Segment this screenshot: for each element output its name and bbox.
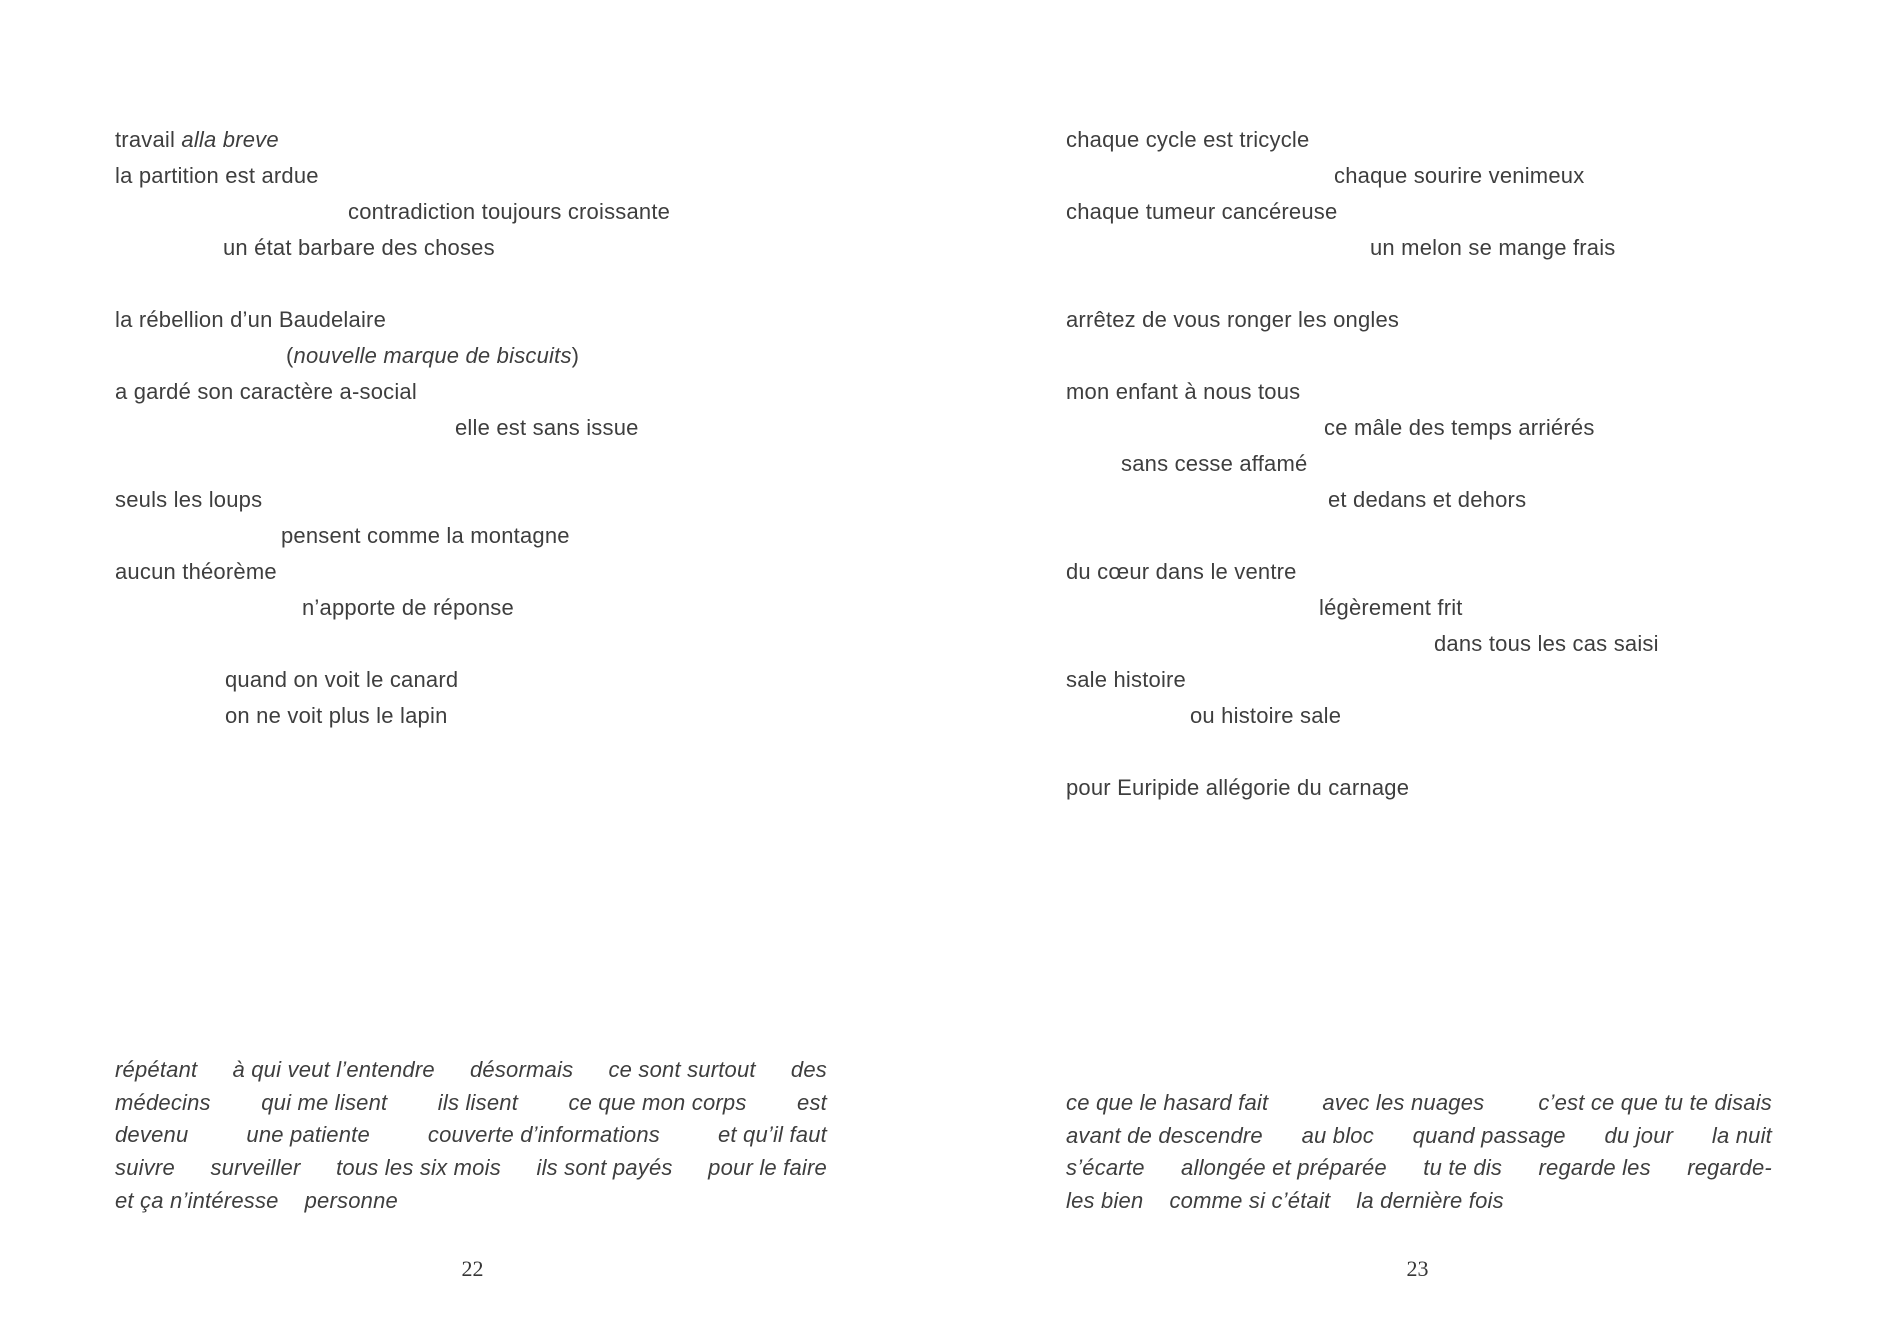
page-right [945,0,1890,1339]
prose-segment: qui me lisent [261,1089,388,1115]
prose-segment: les bien [1066,1188,1144,1214]
poem-line [223,230,670,266]
poem-text: on ne voit plus le lapin [225,703,448,728]
poem-line [115,158,670,194]
poem-text: travail [115,127,182,152]
poem-text: sans cesse affamé [1121,451,1308,476]
poem-text: a gardé son caractère a-social [115,379,417,404]
prose-segment: ce que le hasard fait [1066,1090,1269,1115]
poem-line [302,590,670,626]
poem-text: un melon se mange frais [1370,235,1616,260]
poem-text: la rébellion d’un Baudelaire [115,307,387,332]
prose-segment: devenu [115,1122,189,1148]
poem-text: légèrement frit [1319,595,1463,620]
prose-segment: tu te dis [1423,1155,1503,1181]
poem-blank-line [115,446,670,482]
poem-line [1066,194,1659,230]
poem-text: ) [571,343,580,368]
page-number-right: 23 [1406,1256,1429,1281]
poem-line [1370,230,1659,266]
prose-right [1066,1087,1772,1218]
poem-text: chaque sourire venimeux [1334,163,1585,188]
prose-segment: à qui veut l’entendre [232,1057,435,1082]
prose-segment: comme si c’était [1169,1188,1331,1214]
poem-line [1434,626,1659,662]
prose-segment: s’écarte [1066,1155,1145,1181]
prose-segment: ce sont surtout [608,1057,756,1082]
poem-blank-line [115,266,670,302]
prose-line [1066,1120,1772,1153]
prose-line [115,1119,827,1152]
poem-line [1066,374,1659,410]
poem-line [115,554,670,590]
poem-text: quand on voit le canard [225,667,459,692]
prose-segment: et ça n’intéresse [115,1187,279,1213]
poem-line [1190,698,1659,734]
prose-line [115,1054,827,1087]
prose-segment: et qu’il faut [717,1122,827,1148]
prose-segment: au bloc [1301,1122,1374,1148]
prose-segment: c’est ce que tu te disais [1538,1090,1772,1115]
poem-line [1066,122,1659,158]
poem-text: ou histoire sale [1190,703,1342,728]
poem-text: pour Euripide allégorie du carnage [1066,775,1410,800]
prose-segment: répétant [115,1057,198,1082]
prose-segment: personne [304,1187,398,1213]
prose-segment: quand passage [1412,1122,1566,1148]
prose-line [115,1185,827,1218]
poem-line [115,302,670,338]
poem-line [1319,590,1659,626]
poem-right [1066,122,1659,806]
poem-line [1066,554,1659,590]
poem-blank-line [1066,266,1659,302]
poem-text: un état barbare des choses [223,235,495,260]
poem-line [115,122,670,158]
poem-line [286,338,670,374]
prose-segment: avec les nuages [1322,1090,1485,1115]
poem-line [455,410,670,446]
prose-segment: regarde les [1538,1155,1651,1181]
poem-text: sale histoire [1066,667,1186,692]
prose-line [1066,1185,1772,1218]
prose-segment: avant de descendre [1066,1122,1263,1148]
poem-text: chaque tumeur cancéreuse [1066,199,1338,224]
poem-text: dans tous les cas saisi [1434,631,1659,656]
prose-segment: est [797,1089,827,1115]
prose-line [115,1152,827,1185]
poem-text: n’apporte de réponse [302,595,514,620]
poem-blank-line [1066,734,1659,770]
poem-left [115,122,670,734]
poem-text: pensent comme la montagne [281,523,570,548]
poem-text-italic: nouvelle marque de biscuits [293,343,572,368]
poem-text: ce mâle des temps arriérés [1324,415,1595,440]
poem-line [225,662,670,698]
prose-segment: la nuit [1711,1122,1772,1148]
prose-segment: une patiente [246,1122,370,1148]
prose-segment: du jour [1604,1122,1674,1148]
prose-segment: tous les six mois [336,1155,501,1181]
poem-line [1121,446,1659,482]
poem-line [115,482,670,518]
prose-segment: suivre [115,1155,175,1181]
poem-text: elle est sans issue [455,415,639,440]
prose-segment: ils sont payés [536,1155,673,1181]
poem-line [1324,410,1659,446]
poem-blank-line [1066,518,1659,554]
prose-segment: regarde- [1687,1155,1772,1181]
poem-text-italic: alla breve [181,127,279,152]
poem-line [281,518,670,554]
poem-text: mon enfant à nous tous [1066,379,1301,404]
poem-line [1328,482,1659,518]
prose-segment: couverte d’informations [427,1122,660,1148]
prose-segment: la dernière fois [1356,1188,1504,1214]
poem-line [1066,302,1659,338]
prose-segment: allongée et préparée [1181,1155,1387,1181]
poem-text: chaque cycle est tricycle [1066,127,1310,152]
poem-text: seuls les loups [115,487,263,512]
poem-line [348,194,670,230]
page-number-left: 22 [461,1256,484,1281]
prose-line [115,1087,827,1120]
poem-text: du cœur dans le ventre [1066,559,1297,584]
poem-line [1066,662,1659,698]
prose-left [115,1054,827,1217]
prose-segment: désormais [469,1057,574,1082]
poem-text: et dedans et dehors [1328,487,1527,512]
prose-segment: pour le faire [708,1155,827,1181]
prose-line [1066,1087,1772,1120]
poem-text: arrêtez de vous ronger les ongles [1066,307,1400,332]
prose-segment: surveiller [210,1155,301,1181]
prose-segment: ils lisent [437,1089,519,1115]
poem-blank-line [1066,338,1659,374]
prose-segment: ce que mon corps [568,1089,747,1115]
prose-segment: des [790,1057,827,1082]
prose-line [1066,1152,1772,1185]
poem-text: contradiction toujours croissante [348,199,671,224]
poem-line [225,698,670,734]
poem-text: ( [286,343,294,368]
poem-text: aucun théorème [115,559,277,584]
poem-line [1066,770,1659,806]
poem-blank-line [115,626,670,662]
prose-segment: médecins [115,1089,211,1115]
poem-text: la partition est ardue [115,163,319,188]
poem-line [1334,158,1659,194]
poem-line [115,374,670,410]
